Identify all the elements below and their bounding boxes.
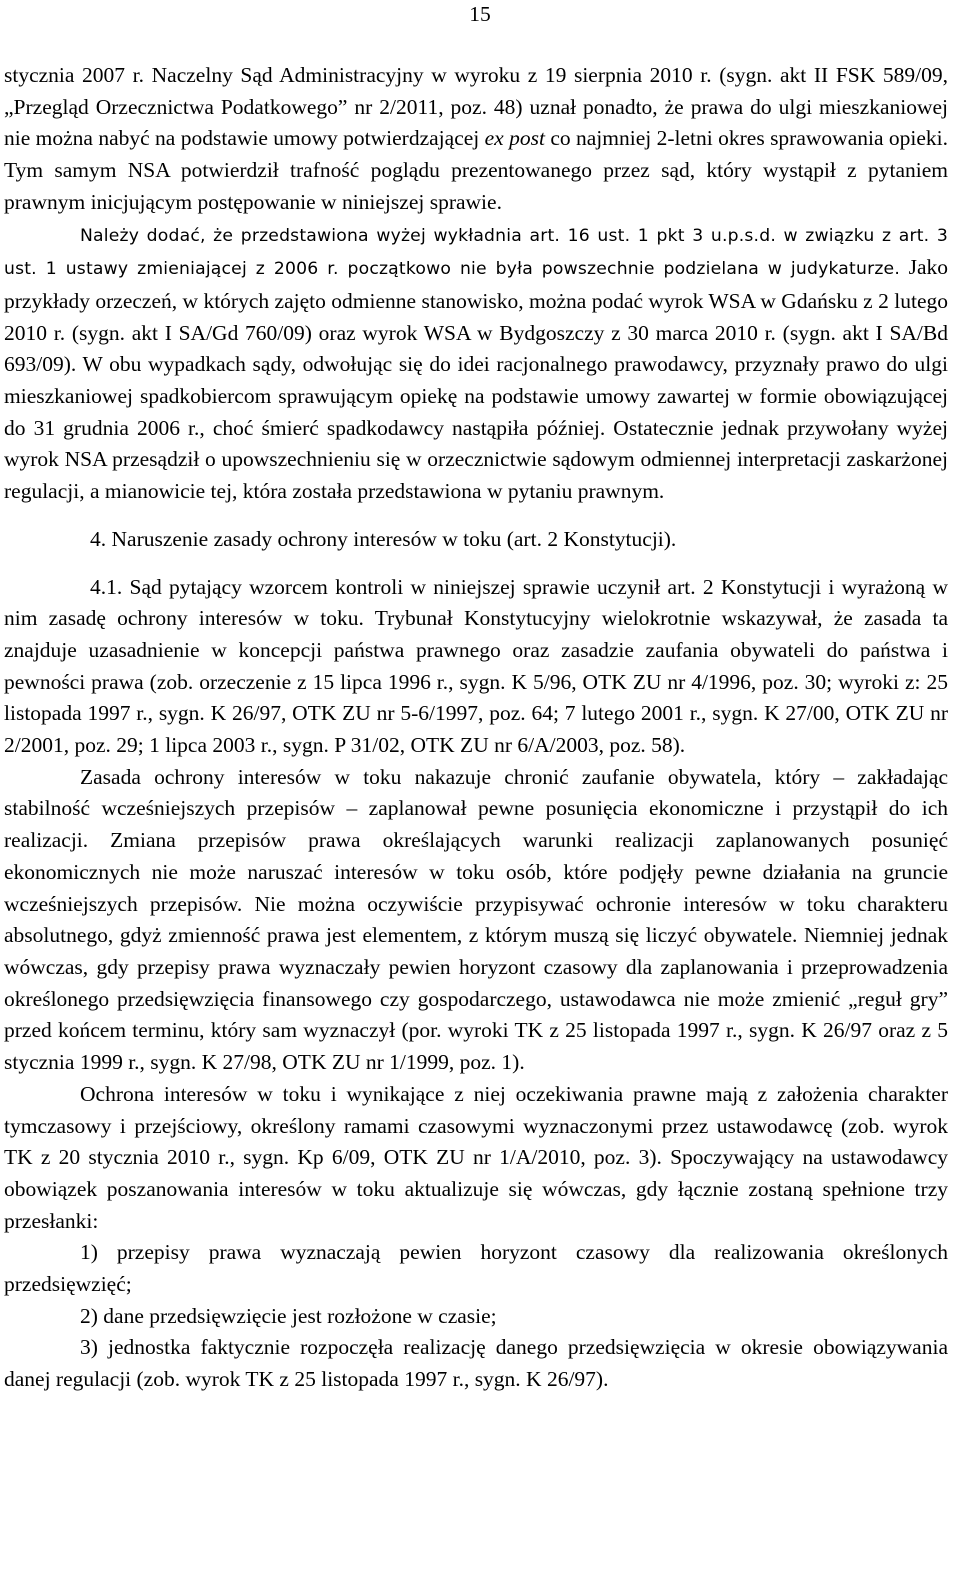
page-number: 15 bbox=[469, 2, 491, 26]
list-item-3: 3) jednostka faktycznie rozpoczęła realizację danego przedsięwzięcia w okresie obowiązywania danej regulacji (zob. wyrok TK z 25 listopada 1997 r., sygn. K 26/97). bbox=[4, 1335, 948, 1392]
paragraph-text: stycznia 2007 r. Naczelny Sąd Administracyjny w wyroku z 19 sierpnia 2010 r. (sygn. akt II FSK 589/09, „Przegląd Orzecznictwa Podatkowego” nr 2/2011, poz. 48) uznał ponadto, że prawa do ulgi mieszkaniowej nie można nabyć na podstawie umowy potwierdzającej bbox=[4, 63, 948, 151]
paragraph-legal-expectations: Ochrona interesów w toku i wynikające z niej oczekiwania prawne mają z założenia charakter tymczasowy i przejściowy, określony ramami czasowymi wyznaczonymi przez ustawodawcę (zob. wyrok TK z 20 stycznia 2010 r., sygn. Kp 6/09, OTK ZU nr 1/A/2010, poz. 3). Spoczywający na ustawodawcy obowiązek poszanowania interesów w toku aktualizuje się wówczas, gdy łącznie zostaną spełnione trzy przesłanki: bbox=[4, 1081, 948, 1233]
document-body bbox=[4, 60, 948, 1396]
section-heading: 4. Naruszenie zasady ochrony interesów w toku (art. 2 Konstytucji). bbox=[90, 526, 677, 551]
paragraph-interests-protection: Zasada ochrony interesów w toku nakazuje chronić zaufanie obywatela, który – zakładając stabilność wcześniejszych przepisów – zaplanował pewne posunięcia ekonomiczne i przystąpił do ich realizacji. Zmiana przepisów prawa określających warunki realizacji zaplanowanych posunięć ekonomicznych nie może naruszać interesów w toku osób, które podjęły pewne działania na gruncie wcześniejszych przepisów. Nie można oczywiście przypisywać ochronie interesów w toku charakteru absolutnego, gdyż zmienność prawa jest elementem, z którym muszą się liczyć obywatele. Niemniej jednak wówczas, gdy przepisy prawa wyznaczały pewien horyzont czasowy dla zaplanowania i przeprowadzenia określonego przedsięwzięcia finansowego czy gospodarczego, ustawodawca nie może zmienić „reguł gry” przed końcem terminu, który sam wyznaczył (por. wyroki TK z 25 listopada 1997 r., sygn. K 26/97 oraz z 5 stycznia 1999 r., sygn. K 27/98, OTK ZU nr 1/1999, poz. 1). bbox=[4, 764, 948, 1075]
list-item-2: 2) dane przedsięwzięcie jest rozłożone w czasie; bbox=[80, 1303, 497, 1328]
paragraph-4-1: 4.1. Sąd pytający wzorcem kontroli w niniejszej sprawie uczynił art. 2 Konstytucji i wyrażoną w nim zasadę ochrony interesów w toku. Trybunał Konstytucyjny wielokrotnie wskazywał, że zasada ta znajduje uzasadnienie w koncepcji państwa prawnego oraz zasadzie zaufania obywateli do państwa i pewności prawa (zob. orzeczenie z 15 lipca 1996 r., sygn. K 5/96, OTK ZU nr 4/1996, poz. 30; wyroki z: 25 listopada 1997 r., sygn. K 26/97, OTK ZU nr 5-6/1997, poz. 64; 7 lutego 2001 r., sygn. K 27/00, OTK ZU nr 2/2001, poz. 29; 1 lipca 2003 r., sygn. P 31/02, OTK ZU nr 6/A/2003, poz. 58). bbox=[4, 574, 948, 758]
italic-term: ex post bbox=[484, 126, 545, 151]
paragraph-interpretation bbox=[4, 219, 948, 508]
paragraph-nsa-ruling bbox=[4, 60, 948, 219]
paragraph-text: Jako przykłady orzeczeń, w których zajęto odmienne stanowisko, można podać wyrok WSA w Gdańsku z 2 lutego 2010 r. (sygn. akt I SA/Gd 760/09) oraz wyrok WSA w Bydgoszczy z 30 marca 2010 r. (sygn. akt I SA/Bd 693/09). W obu wypadkach sądy, odwołując się do idei racjonalnego prawodawcy, przyznały prawo do ulgi mieszkaniowej spadkobiercom sprawującym opiekę na podstawie umowy zawartej w formie obowiązującej do 31 grudnia 2006 r., choć śmierć spadkodawcy nastąpiła później. Ostatecznie jednak przywołany wyżej wyrok NSA przesądził o upowszechnieniu się w orzecznictwie sądowym odmiennej interpretacji zaskarżonej regulacji, a mianowicie tej, która została przedstawiona w pytaniu prawnym. bbox=[4, 255, 948, 504]
paragraph-text: co najmniej 2-letni okres sprawowania opieki. Tym samym NSA potwierdził trafność poglądu prezentowanego przez sąd, który wystąpił z pytaniem prawnym inicjującym postępowanie w niniejszej sprawie. bbox=[4, 126, 948, 214]
list-item-1: 1) przepisy prawa wyznaczają pewien horyzont czasowy dla realizowania określonych przedsięwzięć; bbox=[4, 1240, 948, 1297]
paragraph-text-sans: Należy dodać, że przedstawiona wyżej wykładnia art. 16 ust. 1 pkt 3 u.p.s.d. w związku z art. 3 ust. 1 ustawy zmieniającej z 2006 r. początkowo nie była powszechnie podzielana w judykaturze. bbox=[4, 225, 948, 280]
